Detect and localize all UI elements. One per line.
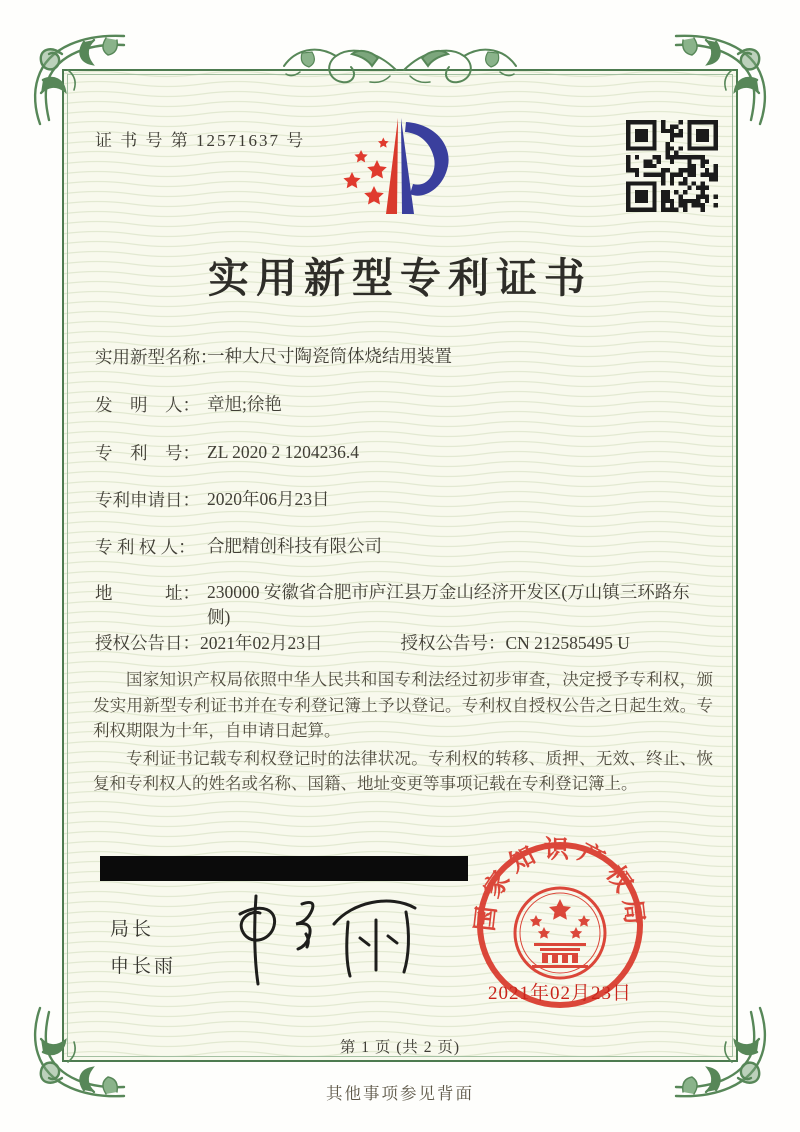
- field-label: 专利申请日：: [95, 490, 200, 510]
- redaction-bar: [100, 856, 468, 881]
- field-patentee: [95, 534, 711, 559]
- field-address: [95, 580, 711, 630]
- cnipa-logo: [330, 114, 465, 232]
- grant-date-value: 2021年02月23日: [200, 633, 323, 653]
- grant-number-label: 授权公告号：: [400, 633, 506, 653]
- field-grant-announcement: [95, 630, 630, 655]
- commissioner-title: 局长: [110, 919, 155, 940]
- field-label: 专 利 号：: [95, 443, 200, 463]
- field-value: 一种大尺寸陶瓷筒体烧结用装置: [207, 346, 452, 366]
- grant-number-value: CN 212585495 U: [505, 633, 630, 653]
- field-label: 专 利 权 人：: [95, 537, 196, 557]
- certificate-title: 实用新型专利证书: [208, 255, 592, 301]
- field-value: 230000 安徽省合肥市庐江县万金山经济开发区(万山镇三环路东侧): [207, 582, 690, 627]
- certificate-number: 证 书 号 第 12571637 号: [95, 131, 306, 150]
- seal-agency-text: 国家知识产权局: [471, 836, 649, 933]
- field-label: 实用新型名称：: [95, 347, 218, 367]
- national-emblem-icon: [515, 888, 605, 978]
- legal-paragraph-2: 专利证书记载专利权登记时的法律状况。专利权的转移、质押、无效、终止、恢复和专利权人的姓名或名称、国籍、地址变更等事项记载在专利登记簿上。: [93, 748, 713, 793]
- grant-date-label: 授权公告日：: [95, 633, 200, 653]
- legal-text: [93, 667, 713, 799]
- seal-date: 2021年02月23日: [488, 983, 633, 1004]
- back-side-note: 其他事项参见背面: [326, 1084, 474, 1103]
- field-patent-number: [95, 440, 711, 465]
- qr-code: [626, 120, 718, 212]
- field-label: 地 址：: [95, 583, 200, 603]
- field-value: 2020年06月23日: [207, 489, 330, 509]
- field-utility-model-name: [95, 344, 711, 369]
- field-value: ZL 2020 2 1204236.4: [207, 442, 359, 462]
- legal-paragraph-1: 国家知识产权局依照中华人民共和国专利法经过初步审查，决定授予专利权，颁发实用新型专利证书并在专利登记簿上予以登记。专利权自授权公告之日起生效。专利权期限为十年，自申请日起算。: [93, 670, 713, 740]
- field-label: 发 明 人：: [95, 395, 200, 415]
- handwritten-signature-icon: [210, 882, 430, 992]
- field-inventors: [95, 392, 711, 417]
- svg-text:国家知识产权局: [471, 836, 649, 933]
- field-application-date: [95, 487, 711, 512]
- field-value: 合肥精创科技有限公司: [207, 536, 382, 556]
- field-value: 章旭;徐艳: [207, 394, 282, 414]
- page-indicator: 第 1 页 (共 2 页): [339, 1039, 461, 1056]
- commissioner-name: 申长雨: [110, 956, 177, 977]
